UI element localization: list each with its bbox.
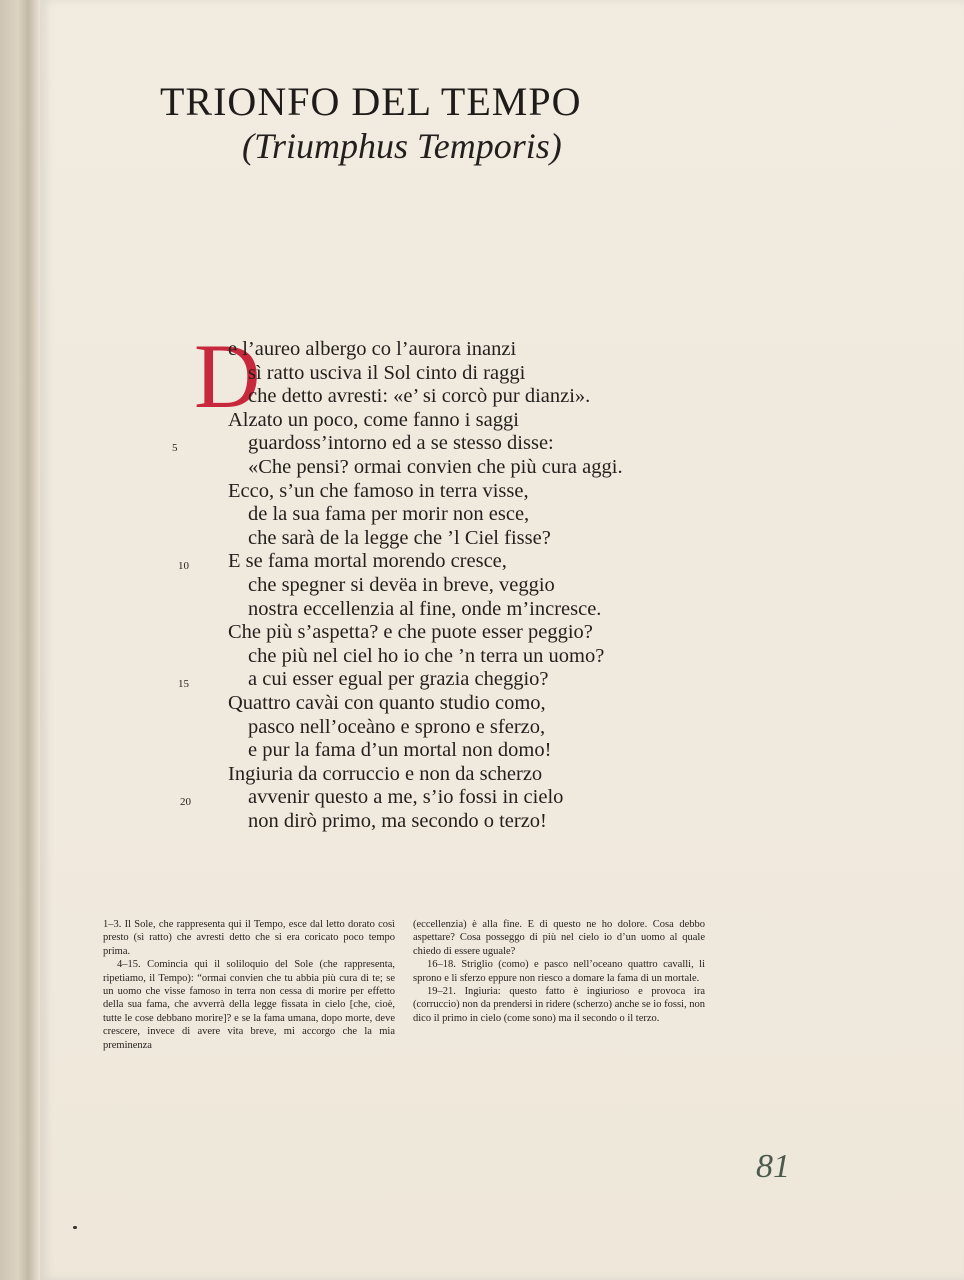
footnote: 19–21. Ingiuria: questo fatto è ingiurioso e provoca ira (corruccio) non da prendersi in ridere (scherzo) anche se io fossi, non dico il primo in cielo (come sono) ma il secondo o il terzo. <box>413 986 705 1024</box>
poem-line: che detto avresti: «e’ si corcò pur dianzi». <box>248 385 591 408</box>
book-gutter <box>0 0 40 1280</box>
footnote: (eccellenzia) è alla fine. E di questo ne ho dolore. Cosa debbo aspettare? Cosa posseggo di più nel cielo io d’un uomo al quale chiedo di essere uguale? <box>413 919 705 957</box>
poem-line: e l’aureo albergo co l’aurora inanzi <box>228 338 517 360</box>
poem-line: Che più s’aspetta? e che puote esser peggio? <box>228 621 593 644</box>
poem-line: Ingiuria da corruccio e non da scherzo <box>228 762 543 785</box>
poem-line: «Che pensi? ormai convien che più cura aggi. <box>248 455 623 478</box>
poem-line: 10 E se fama mortal morendo cresce, <box>178 550 507 573</box>
poem-line: sì ratto usciva il Sol cinto di raggi <box>248 361 526 384</box>
poem-line: che più nel ciel ho io che ’n terra un uomo? <box>248 644 605 667</box>
page-title: TRIONFO DEL TEMPO <box>160 79 582 124</box>
poem-line: 15 a cui esser egual per grazia cheggio? <box>178 668 549 691</box>
poem-line: de la sua fama per morir non esce, <box>248 503 530 526</box>
footnote: 16–18. Striglio (como) e pasco nell’oceano quattro cavalli, li sprono e li sferzo eppure non riesco a domare la fama di un mortale. <box>413 959 705 984</box>
footnote: 1–3. Il Sole, che rappresenta qui il Tempo, esce dal letto dorato così presto (sì ratto) che avresti detto che si era coricato poco tempo prima. <box>103 919 395 957</box>
poem <box>172 325 710 833</box>
poem-line: 5 guardoss’intorno ed a se stesso disse: <box>172 432 554 455</box>
page-number: 81 <box>756 1148 790 1185</box>
footnote: 4–15. Comincia qui il soliloquio del Sole (che rappresenta, ripetiamo, il Tempo): “ormai convien che tu abbia più cura di te; se un uomo che visse famoso in terra non cessa di morire per effetto della sua fama, che avverrà della legge fissata in cielo [che, cioè, tutte le cose debbano morire]? e se la fama umana, dopo morte, deve crescere, invece di avere vita breve, mi accorgo che la mia preminenza <box>103 959 395 1051</box>
drop-cap: D <box>194 325 261 427</box>
poem-line: e pur la fama d’un mortal non domo! <box>248 739 552 762</box>
paper-speck <box>73 1226 77 1229</box>
footnotes-left-column <box>103 918 395 1052</box>
poem-line: pasco nell’oceàno e sprono e sferzo, <box>248 715 546 738</box>
poem-line: che sarà de la legge che ’l Ciel fisse? <box>248 526 551 549</box>
poem-line: Alzato un poco, come fanno i saggi <box>228 408 519 431</box>
page-subtitle: (Triumphus Temporis) <box>242 126 562 166</box>
poem-line: che spegner si devëa in breve, veggio <box>248 573 555 596</box>
poem-line: non dirò primo, ma secondo o terzo! <box>248 809 547 832</box>
poem-line: Ecco, s’un che famoso in terra visse, <box>228 479 529 502</box>
poem-line: 20 avvenir questo a me, s’io fossi in cielo <box>180 786 564 809</box>
footnotes-right-column <box>413 918 705 1025</box>
poem-line: Quattro cavài con quanto studio como, <box>228 691 546 714</box>
poem-line: nostra eccellenzia al fine, onde m’incresce. <box>248 597 602 620</box>
